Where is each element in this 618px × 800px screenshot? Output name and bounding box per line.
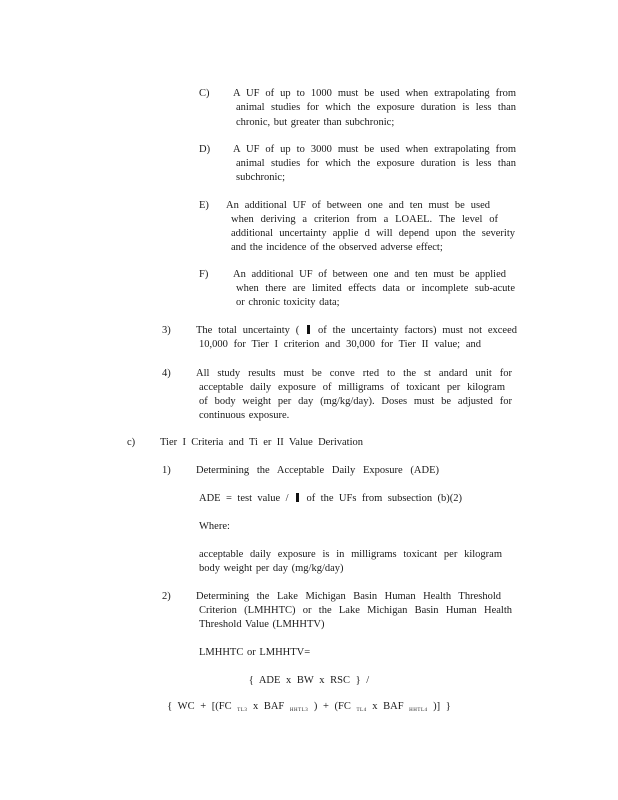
formula-numerator: { ADE x BW x RSC } / xyxy=(248,675,370,686)
item-text-line: subchronic; xyxy=(236,172,285,183)
equation-part: ADE = test value / xyxy=(199,493,289,504)
item-text-line: acceptable daily exposure of milligrams of toxicant per kilogram xyxy=(199,382,505,393)
item-text-line: chronic, but greater than subchronic; xyxy=(236,117,395,128)
item-text-line: A UF of up to 3000 must be used when extrapolating from xyxy=(233,144,516,155)
item-text-line: continuous exposure. xyxy=(199,410,290,421)
formula-part: { WC + [(FC xyxy=(167,701,232,712)
formula-subscript: TL3 xyxy=(237,708,248,713)
equation-part: of the UFs from subsection (b)(2) xyxy=(306,493,463,504)
product-symbol-icon xyxy=(296,493,299,502)
item-text-line: 10,000 for Tier I criterion and 30,000 for Tier II value; and xyxy=(199,339,481,350)
item-label: C) xyxy=(199,88,210,99)
item-text-part: The total uncertainty ( xyxy=(196,325,300,336)
definition-line: acceptable daily exposure is in milligrams toxicant per kilogram xyxy=(199,549,502,560)
item-text-line: A UF of up to 1000 must be used when extrapolating from xyxy=(233,88,516,99)
step-label: 1) xyxy=(162,465,171,476)
formula-part: x BAF xyxy=(252,701,285,712)
formula-part: )] } xyxy=(433,701,451,712)
section-title: Tier I Criteria and Ti er II Value Derivation xyxy=(160,437,363,448)
step-text-line: Determining the Lake Michigan Basin Human Health Threshold xyxy=(196,591,501,602)
item-text-line: An additional UF of between one and ten must be applied xyxy=(233,269,506,280)
item-label: E) xyxy=(199,200,209,211)
formula-subscript: TL4 xyxy=(356,708,367,713)
step-text-line: Threshold Value (LMHHTV) xyxy=(199,619,325,630)
formula-part: ) + (FC xyxy=(313,701,351,712)
item-text-line: when deriving a criterion from a LOAEL. The level of xyxy=(231,214,498,225)
item-text-part: of the uncertainty factors) must not exceed xyxy=(318,325,518,336)
item-text-line: All study results must be conve rted to the st andard unit for xyxy=(196,368,512,379)
definition-line: body weight per day (mg/kg/day) xyxy=(199,563,344,574)
formula-denominator xyxy=(0,700,618,718)
step-label: 2) xyxy=(162,591,171,602)
formula-intro: LMHHTC or LMHHTV= xyxy=(199,647,311,658)
step-title: Determining the Acceptable Daily Exposure (ADE) xyxy=(196,465,439,476)
item-label: D) xyxy=(199,144,211,155)
item-text-line: An additional UF of between one and ten must be used xyxy=(226,200,490,211)
item-text-line: additional uncertainty applie d will depend upon the severity xyxy=(231,228,515,239)
item-text-line xyxy=(196,324,517,338)
item-text-line: and the incidence of the observed adverse effect; xyxy=(231,242,443,253)
section-label: c) xyxy=(127,437,136,448)
formula-subscript: HHTL3 xyxy=(289,708,309,713)
item-text-line: when there are limited effects data or incomplete sub-acute xyxy=(236,283,515,294)
item-label: 3) xyxy=(162,325,171,336)
item-text-line: of body weight per day (mg/kg/day). Doses must be adjusted for xyxy=(199,396,512,407)
item-label: F) xyxy=(199,269,209,280)
ade-equation xyxy=(199,492,462,506)
item-label: 4) xyxy=(162,368,171,379)
item-text-line: or chronic toxicity data; xyxy=(236,297,340,308)
where-label: Where: xyxy=(199,521,230,532)
item-text-line: animal studies for which the exposure duration is less than xyxy=(236,102,516,113)
product-symbol-icon xyxy=(307,325,310,334)
formula-part: x BAF xyxy=(372,701,404,712)
item-text-line: animal studies for which the exposure duration is less than xyxy=(236,158,516,169)
formula-subscript: HHTL4 xyxy=(409,708,428,713)
step-text-line: Criterion (LMHHTC) or the Lake Michigan Basin Human Health xyxy=(199,605,512,616)
